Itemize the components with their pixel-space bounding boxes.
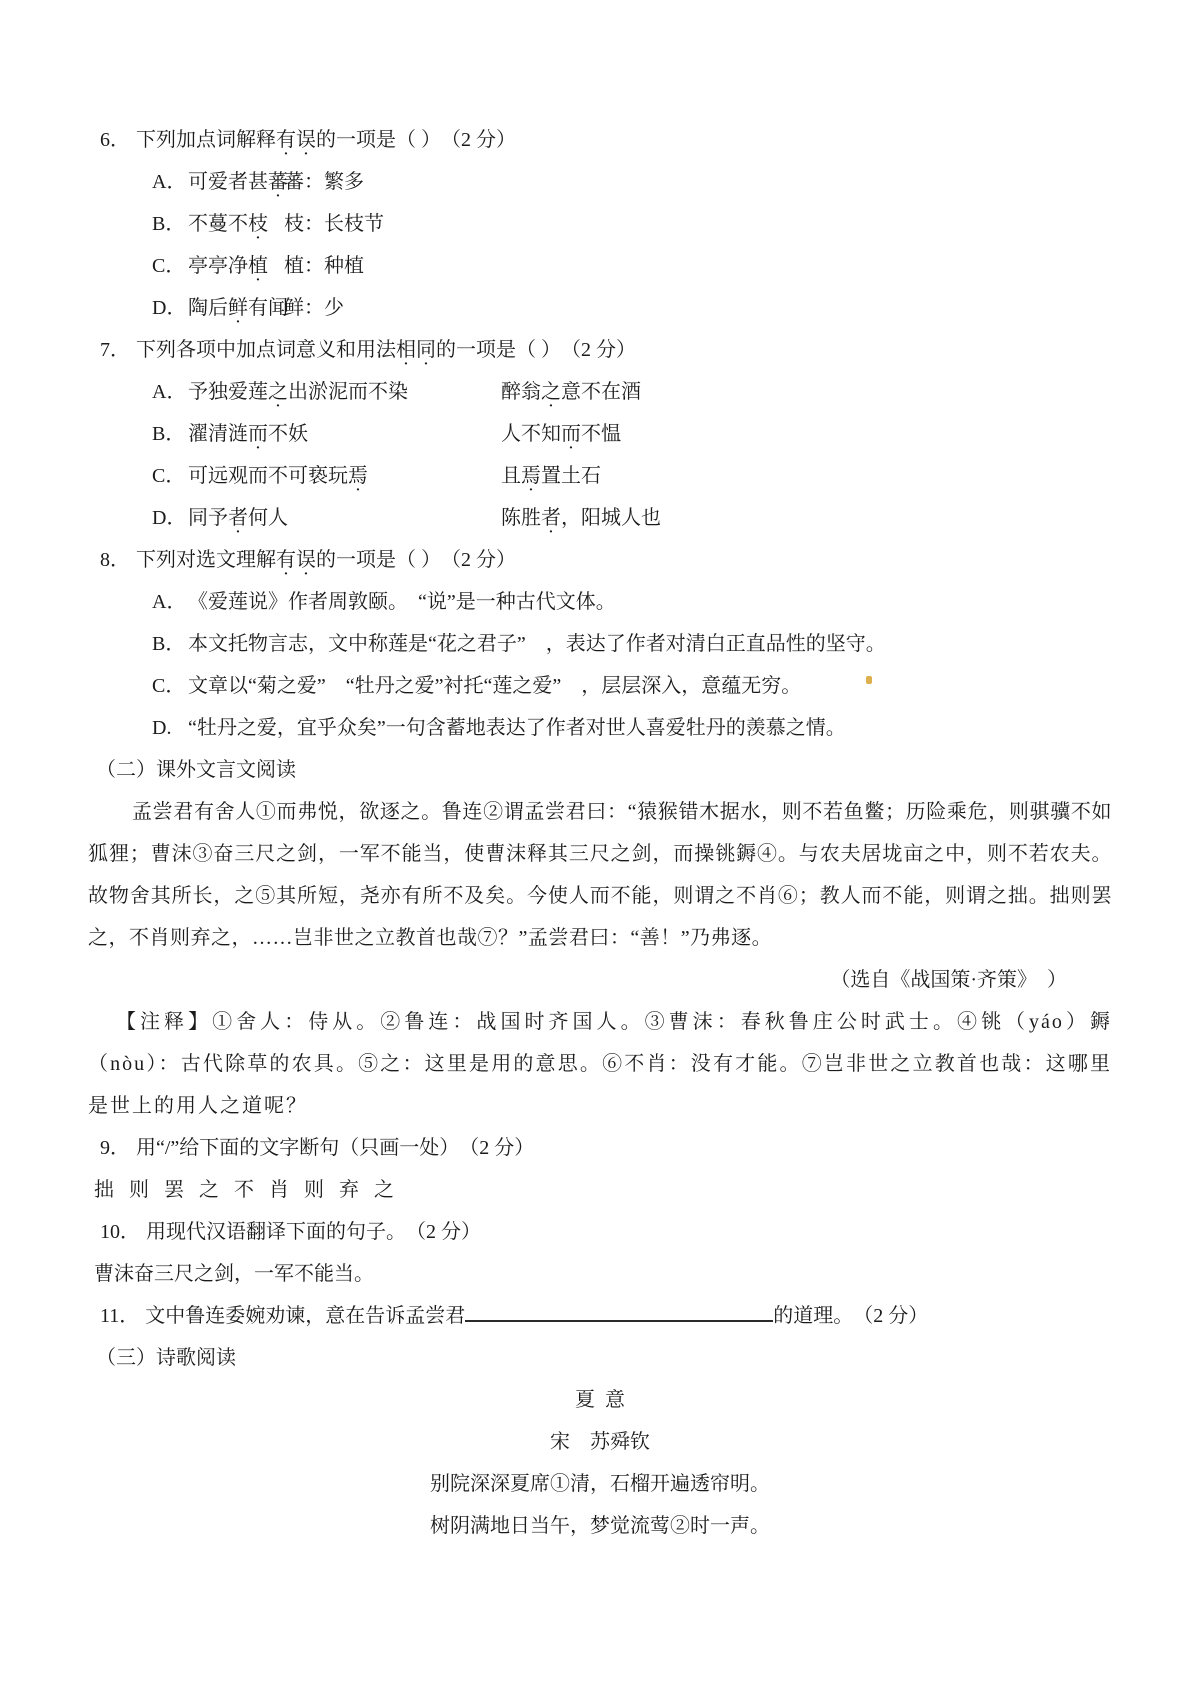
question-10-number: 10． <box>100 1221 140 1243</box>
option-label: D． <box>152 507 187 529</box>
question-7-option-d <box>88 497 1112 539</box>
option-label: D． <box>152 297 187 319</box>
question-10-title <box>88 1211 1112 1253</box>
option-label: B． <box>152 423 186 445</box>
passage-source: （选自《战国策·齐策》 ） <box>830 969 1067 991</box>
option-phrase-left: 濯清涟而不妖 <box>188 423 308 445</box>
poem-line-1: 别院深深夏席①清，石榴开遍透帘明。 <box>430 1473 770 1495</box>
option-phrase-right: 且焉置土石 <box>501 465 601 487</box>
question-7-title <box>88 329 1112 371</box>
question-6-text: 下列加点词解释有误的一项是（ ） （2 分） <box>136 129 516 151</box>
option-phrase: 陶后鲜有闻 <box>188 297 288 319</box>
question-7-option-b <box>88 413 1112 455</box>
question-10-sentence: 曹沫奋三尺之剑，一军不能当。 <box>94 1263 374 1285</box>
option-phrase-left: 可远观而不可亵玩焉 <box>188 465 368 487</box>
question-9-title <box>88 1127 1112 1169</box>
question-6-number: 6． <box>100 129 130 151</box>
option-label: A． <box>152 171 187 193</box>
option-phrase: 不蔓不枝 <box>188 213 268 235</box>
option-phrase-left: 予独爱莲之出淤泥而不染 <box>188 381 408 403</box>
question-7-text: 下列各项中加点词意义和用法相同的一项是（ ） （2 分） <box>136 339 636 361</box>
section-3-heading: （三）诗歌阅读 <box>96 1347 236 1369</box>
question-8-option-b <box>88 623 1112 665</box>
option-phrase-left: 同予者何人 <box>188 507 288 529</box>
option-label: C． <box>152 675 186 697</box>
option-label: C． <box>152 465 186 487</box>
question-11-number: 11． <box>100 1305 140 1327</box>
option-label: A． <box>152 591 187 613</box>
question-6-title <box>88 119 1112 161</box>
poem-line-2: 树阴满地日当午，梦觉流莺②时一声。 <box>430 1515 770 1537</box>
question-6-option-c <box>88 245 1112 287</box>
question-7-option-a <box>88 371 1112 413</box>
option-text: 文章以“菊之爱” “牡丹之爱”衬托“莲之爱” ，层层深入，意蕴无穷。 <box>188 675 802 697</box>
question-11-text-before: 文中鲁连委婉劝谏，意在告诉孟尝君 <box>145 1305 466 1327</box>
question-7-option-c <box>88 455 1112 497</box>
question-9-number: 9． <box>100 1137 130 1159</box>
option-phrase-right: 人不知而不愠 <box>501 423 621 445</box>
option-label: A． <box>152 381 187 403</box>
option-text: “牡丹之爱，宜乎众矣”一句含蓄地表达了作者对世人喜爱牡丹的羡慕之情。 <box>188 717 846 739</box>
scan-artifact <box>866 676 872 684</box>
option-label: B． <box>152 633 186 655</box>
answer-blank <box>465 1320 773 1322</box>
poem-author: 宋 苏舜钦 <box>550 1431 650 1453</box>
option-phrase-right: 陈胜者，阳城人也 <box>501 507 661 529</box>
option-explanation: 枝：长枝节 <box>284 213 384 235</box>
question-8-title <box>88 539 1112 581</box>
option-label: B． <box>152 213 186 235</box>
option-explanation: 蕃：繁多 <box>284 171 364 193</box>
question-7-number: 7． <box>100 339 130 361</box>
classical-passage: 孟尝君有舍人①而弗悦，欲逐之。鲁连②谓孟尝君曰：“猿猴错木据水，则不若鱼鳖；历险乘危，则骐骥不如狐狸；曹沫③奋三尺之剑，一军不能当，使曹沫释其三尺之剑，而操铫鎒④。与农夫居垅亩之中，则不若农夫。故物舍其所长，之⑤其所短，尧亦有所不及矣。今使人而不能，则谓之不肖⑥；教人而不能，则谓之拙。拙则罢之，不肖则弃之，……岂非世之立教首也哉⑦？”孟尝君曰：“善！”乃弗逐。 <box>88 801 1112 949</box>
question-11-text-after: 的道理。 （2 分） <box>773 1305 929 1327</box>
question-9-text: 用“/”给下面的文字断句（只画一处） （2 分） <box>136 1137 535 1159</box>
option-label: C． <box>152 255 186 277</box>
question-8-option-a <box>88 581 1112 623</box>
passage-notes: 【注释】①舍人：侍从。②鲁连：战国时齐国人。③曹沫：春秋鲁庄公时武士。④铫（yáo）鎒（nòu）：古代除草的农具。⑤之：这里是用的意思。⑥不肖：没有才能。⑦岂非世之立教首也哉：这哪里是世上的用人之道呢？ <box>88 1011 1112 1117</box>
option-label: D. <box>152 717 172 739</box>
section-2-heading: （二）课外文言文阅读 <box>96 759 296 781</box>
question-8-option-d <box>88 707 1112 749</box>
option-text: 本文托物言志，文中称莲是“花之君子” ，表达了作者对清白正直品性的坚守。 <box>188 633 886 655</box>
question-8-option-c <box>88 665 1112 707</box>
question-10-text: 用现代汉语翻译下面的句子。 （2 分） <box>146 1221 481 1243</box>
question-6-option-a <box>88 161 1112 203</box>
question-11-title <box>88 1295 1112 1337</box>
question-8-text: 下列对选文理解有误的一项是（ ） （2 分） <box>136 549 516 571</box>
question-8-number: 8． <box>100 549 130 571</box>
poem-title: 夏意 <box>575 1389 635 1411</box>
question-6-option-b <box>88 203 1112 245</box>
option-phrase: 亭亭净植 <box>188 255 268 277</box>
option-phrase-right: 醉翁之意不在酒 <box>501 381 641 403</box>
option-phrase: 可爱者甚蕃 <box>188 171 288 193</box>
question-6-option-d <box>88 287 1112 329</box>
question-9-sentence: 拙 则 罢 之 不 肖 则 弃 之 <box>94 1179 399 1201</box>
option-explanation: 植：种植 <box>284 255 364 277</box>
option-explanation: 鲜：少 <box>284 297 344 319</box>
option-text: 《爱莲说》作者周敦颐。 “说”是一种古代文体。 <box>188 591 616 613</box>
